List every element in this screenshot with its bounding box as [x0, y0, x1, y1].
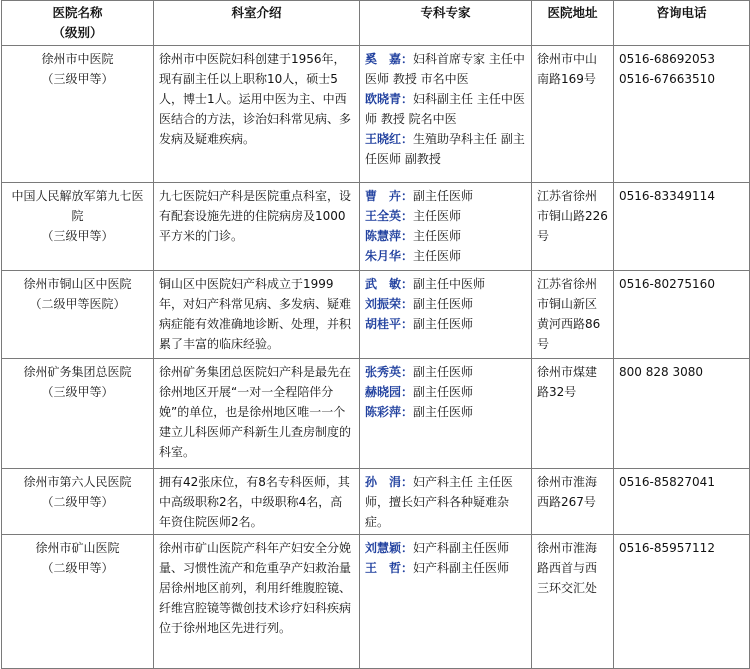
experts-cell: [360, 469, 532, 535]
header-address: 医院地址: [532, 1, 614, 46]
expert-entry: [365, 472, 526, 532]
expert-name: 胡桂平：: [365, 317, 414, 331]
hospital-table: [1, 0, 750, 669]
expert-title: 主任医师: [413, 209, 462, 223]
hospital-name-cell: [2, 359, 154, 469]
expert-name: 欧晓青：: [365, 92, 414, 106]
hospital-name: 徐州市矿山医院: [35, 541, 120, 555]
expert-entry: [365, 402, 526, 422]
department-intro: 九七医院妇产科是医院重点科室，设有配套设施先进的住院病房及1000平方米的门诊。: [154, 183, 360, 271]
expert-entry: [365, 294, 526, 314]
hospital-grade: （二级甲等）: [41, 561, 114, 575]
expert-entry: [365, 129, 526, 169]
expert-title: 副主任医师: [413, 405, 474, 419]
expert-entry: [365, 89, 526, 129]
header-dept: 科室介绍: [154, 1, 360, 46]
header-phone: 咨询电话: [614, 1, 750, 46]
hospital-name: 徐州矿务集团总医院: [23, 365, 132, 379]
header-grade-label: （级别）: [52, 25, 103, 40]
header-row: [2, 1, 750, 46]
expert-entry: [365, 362, 526, 382]
expert-title: 主任医师: [413, 229, 462, 243]
department-intro: 拥有42张床位，有8名专科医师，其中高级职称2名，中级职称4名，高年资住院医师2名。: [154, 469, 360, 535]
hospital-grade: （三级甲等）: [41, 229, 114, 243]
hospital-name: 徐州市中医院: [41, 52, 114, 66]
expert-title: 妇科首席专家 主任中医师 教授 市名中医: [365, 52, 525, 86]
hospital-grade: （二级甲等医院）: [29, 297, 126, 311]
hospital-name-cell: [2, 271, 154, 359]
expert-entry: [365, 226, 526, 246]
expert-name: 刘慧颖：: [365, 541, 414, 555]
table-row: [2, 183, 750, 271]
hospital-name-cell: [2, 535, 154, 669]
department-intro: 徐州市中医院妇科创建于1956年，现有副主任以上职称10人，硕士5人，博士1人。运用中医为主、中西医结合的方法，诊治妇科常见病、多发病及疑难疾病。: [154, 46, 360, 183]
hospital-name-cell: [2, 46, 154, 183]
hospital-name: 中国人民解放军第九七医院: [11, 189, 144, 223]
expert-entry: [365, 314, 526, 334]
expert-title: 副主任医师: [413, 189, 474, 203]
hospital-address: 徐州市中山南路169号: [532, 46, 614, 183]
phone-number: 800 828 3080: [619, 365, 703, 379]
expert-entry: [365, 246, 526, 266]
header-experts: 专科专家: [360, 1, 532, 46]
phone-number: 0516-85957112: [619, 541, 715, 555]
expert-entry: [365, 558, 526, 578]
expert-name: 武 敏：: [365, 277, 414, 291]
expert-entry: [365, 49, 526, 89]
table-row: [2, 46, 750, 183]
expert-title: 副主任中医师: [413, 277, 486, 291]
table-row: [2, 469, 750, 535]
hospital-grade: （三级甲等）: [41, 385, 114, 399]
expert-title: 副主任医师: [413, 385, 474, 399]
experts-cell: [360, 535, 532, 669]
expert-title: 妇产科副主任医师: [413, 541, 510, 555]
hospital-grade: （三级甲等）: [41, 72, 114, 86]
expert-name: 朱月华：: [365, 249, 414, 263]
expert-name: 孙 涓：: [365, 475, 414, 489]
phone-cell: [614, 46, 750, 183]
table-row: [2, 359, 750, 469]
expert-name: 赫晓园：: [365, 385, 414, 399]
phone-number: 0516-83349114: [619, 189, 715, 203]
expert-title: 妇产科副主任医师: [413, 561, 510, 575]
table-body: [2, 46, 750, 669]
hospital-name: 徐州市第六人民医院: [23, 475, 132, 489]
experts-cell: [360, 183, 532, 271]
hospital-name: 徐州市铜山区中医院: [23, 277, 132, 291]
experts-cell: [360, 359, 532, 469]
header-name-label: 医院名称: [52, 5, 103, 20]
hospital-address: 徐州市淮海路西首与西三环交汇处: [532, 535, 614, 669]
expert-name: 陈慧萍：: [365, 229, 414, 243]
hospital-grade: （二级甲等）: [41, 495, 114, 509]
phone-number: 0516-85827041: [619, 475, 715, 489]
department-intro: 徐州市矿山医院产科年产妇安全分娩量、习惯性流产和危重孕产妇救治量居徐州地区前列，利用纤维腹腔镜、纤维宫腔镜等微创技术诊疗妇科疾病位于徐州地区先进行列。: [154, 535, 360, 669]
table-row: [2, 271, 750, 359]
phone-cell: [614, 535, 750, 669]
table-row: [2, 535, 750, 669]
expert-name: 刘振荣：: [365, 297, 414, 311]
phone-number: 0516-80275160: [619, 277, 715, 291]
expert-name: 王 哲：: [365, 561, 414, 575]
expert-name: 奚 嘉：: [365, 52, 414, 66]
expert-title: 副主任医师: [413, 365, 474, 379]
expert-name: 王全英：: [365, 209, 414, 223]
expert-entry: [365, 382, 526, 402]
phone-cell: [614, 271, 750, 359]
expert-name: 王晓红：: [365, 132, 414, 146]
expert-entry: [365, 538, 526, 558]
expert-title: 主任医师: [413, 249, 462, 263]
phone-number: 0516-67663510: [619, 72, 715, 86]
expert-name: 曹 卉：: [365, 189, 414, 203]
hospital-address: 江苏省徐州市铜山路226号: [532, 183, 614, 271]
hospital-address: 江苏省徐州市铜山新区黄河西路86号: [532, 271, 614, 359]
phone-cell: [614, 183, 750, 271]
department-intro: 徐州矿务集团总医院妇产科是最先在徐州地区开展“一对一全程陪伴分娩”的单位，也是徐州地区唯一一个建立儿科医师产科新生儿查房制度的科室。: [154, 359, 360, 469]
experts-cell: [360, 271, 532, 359]
phone-cell: [614, 469, 750, 535]
phone-number: 0516-68692053: [619, 52, 715, 66]
hospital-address: 徐州市淮海西路267号: [532, 469, 614, 535]
phone-cell: [614, 359, 750, 469]
hospital-name-cell: [2, 183, 154, 271]
expert-title: 生殖助孕科主任 副主任医师 副教授: [365, 132, 525, 166]
hospital-name-cell: [2, 469, 154, 535]
expert-title: 妇科副主任 主任中医师 教授 院名中医: [365, 92, 525, 126]
expert-entry: [365, 274, 526, 294]
expert-entry: [365, 186, 526, 206]
hospital-address: 徐州市煤建路32号: [532, 359, 614, 469]
expert-title: 副主任医师: [413, 297, 474, 311]
header-name: [2, 1, 154, 46]
expert-title: 妇产科主任 主任医师，擅长妇产科各种疑难杂症。: [365, 475, 513, 529]
expert-name: 陈彩萍：: [365, 405, 414, 419]
expert-entry: [365, 206, 526, 226]
expert-name: 张秀英：: [365, 365, 414, 379]
expert-title: 副主任医师: [413, 317, 474, 331]
experts-cell: [360, 46, 532, 183]
department-intro: 铜山区中医院妇产科成立于1999年，对妇产科常见病、多发病、疑难病症能有效准确地诊断、处理，并积累了丰富的临床经验。: [154, 271, 360, 359]
